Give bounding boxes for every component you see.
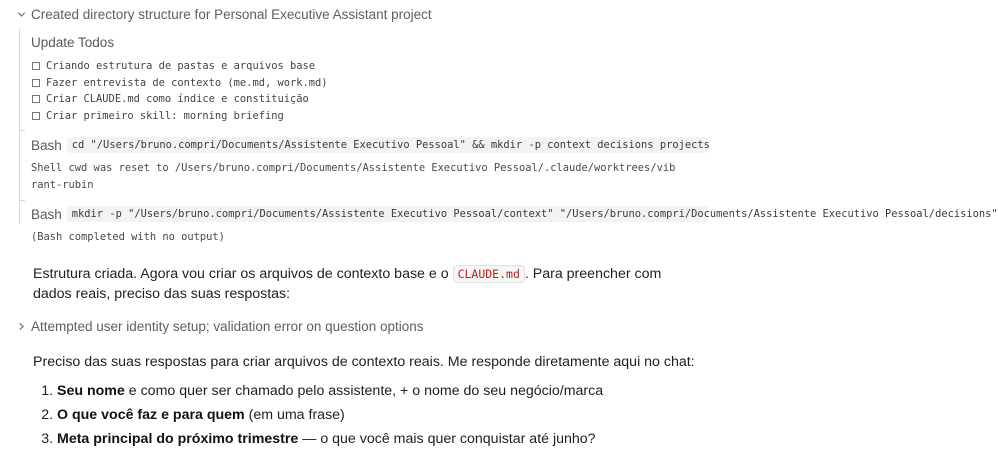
checkbox-empty-icon [32, 79, 40, 87]
todo-list [31, 58, 328, 124]
question-item [57, 379, 603, 403]
question-bold: Meta principal do próximo trimestre [57, 431, 299, 447]
question-item [57, 403, 603, 427]
todo-item [31, 75, 328, 92]
bash-tool-call[interactable] [31, 206, 998, 222]
question-item [57, 427, 603, 451]
todo-item-text: Criar CLAUDE.md como índice e constituição [46, 93, 309, 105]
checkbox-empty-icon [32, 62, 40, 70]
todo-item-text: Criando estrutura de pastas e arquivos base [46, 60, 315, 72]
bash-label: Bash [31, 206, 62, 222]
collapsible-header-title: Attempted user identity setup; validation error on question options [31, 319, 424, 334]
bash-output [31, 160, 675, 194]
collapsible-header-identity-setup[interactable] [14, 319, 423, 334]
checkbox-empty-icon [32, 112, 40, 120]
message-text: dados reais, preciso das suas respostas: [33, 286, 291, 302]
todo-item [31, 58, 328, 75]
message-text: . Para preencher com [524, 266, 662, 282]
chevron-down-icon [14, 8, 28, 22]
tree-branch [19, 130, 25, 131]
bash-output-line: rant-rubin [31, 179, 94, 191]
question-bold: Seu nome [57, 383, 125, 399]
chevron-right-icon [14, 320, 28, 334]
bash-output-line: Shell cwd was reset to /Users/bruno.compri/Documents/Assistente Executivo Pessoal/.claude/worktrees/vib [31, 162, 676, 174]
bash-tool-call[interactable] [31, 137, 708, 153]
todo-item-text: Fazer entrevista de contexto (me.md, work.md) [46, 76, 328, 89]
question-text: (em uma frase) [244, 407, 345, 423]
bash-label: Bash [31, 137, 62, 153]
question-text: e como quer ser chamado pelo assistente, + o nome do seu negócio/marca [124, 383, 604, 399]
todo-item [31, 91, 328, 108]
assistant-message [33, 264, 661, 304]
question-list [33, 379, 603, 451]
tree-guide-line [19, 29, 20, 224]
inline-code: CLAUDE.md [453, 265, 525, 283]
question-bold: O que você faz e para quem [57, 407, 245, 423]
update-todos-title: Update Todos [31, 35, 115, 50]
bash-output: (Bash completed with no output) [31, 231, 225, 243]
assistant-message: Preciso das suas respostas para criar arquivos de contexto reais. Me responde diretamente aqui no chat: [33, 354, 695, 370]
message-text: Estrutura criada. Agora vou criar os arquivos de contexto base e o [33, 266, 453, 282]
collapsible-header-directory-structure[interactable] [14, 7, 432, 22]
todo-item-text: Criar primeiro skill: morning briefing [46, 109, 284, 122]
todo-item [31, 108, 328, 125]
bash-command: mkdir -p "/Users/bruno.compri/Documents/Assistente Executivo Pessoal/context" "/Users/bruno.compri/Documents/Assistente Executivo Pessoal/decisions" [67, 206, 708, 222]
bash-command: cd "/Users/bruno.compri/Documents/Assistente Executivo Pessoal" && mkdir -p context decisions projects [67, 137, 708, 153]
question-text: — o que você mais quer conquistar até junho? [298, 431, 596, 447]
checkbox-empty-icon [32, 95, 40, 103]
tree-branch [19, 200, 25, 201]
collapsible-header-title: Created directory structure for Personal Executive Assistant project [31, 7, 432, 22]
